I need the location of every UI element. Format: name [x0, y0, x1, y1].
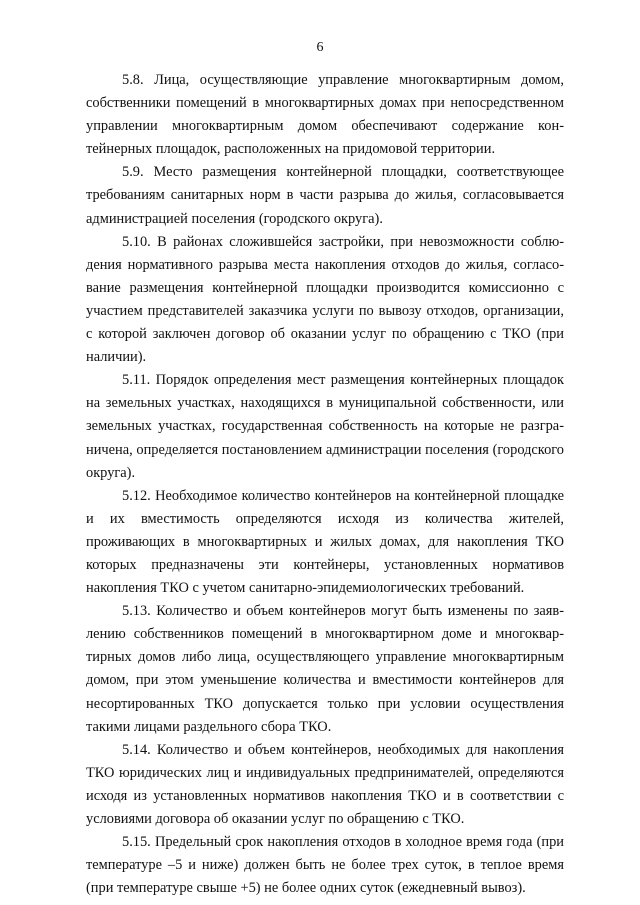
paragraph-5-10: 5.10. В районах сложившейся застройки, при невозможности соблюдения нормативного разрыва места накопления отходов до жилья, согласование размещения контейнерной площадки производится комиссионно с участием представителей заказчика услуги по вывозу отходов, организации, с которой заключен договор об оказании услуг по обращению с ТКО (при наличии). [86, 233, 564, 366]
paragraph-5-14: 5.14. Количество и объем контейнеров, необходимых для накопления ТКО юридических лиц и индивидуальных предпринимателей, определяются исходя из установленных нормативов накопления ТКО и в соответствии с условиями договора об оказании услуг по обращению с ТКО. [86, 741, 564, 827]
page-number: 6 [316, 40, 324, 55]
paragraph-5-13: 5.13. Количество и объем контейнеров могут быть изменены по заявлению собственников помещений в многоквартирном доме и многоквартирных домов либо лица, осуществляющего управление многоквартирным домом, при этом уменьшение количества и вместимости контейнеров для несортированных ТКО допускается только при условии осуществления такими лицами раздельного сбора ТКО. [86, 603, 564, 735]
paragraph-5-11: 5.11. Порядок определения мест размещения контейнерных площадок на земельных участках, находящихся в муниципальной собственности, или земельных участках, государственная собственность на которые не разграничена, определяется постановлением администрации поселения (городского округа). [86, 372, 564, 481]
paragraph-5-8: 5.8. Лица, осуществляющие управление многоквартирным домом, собственники помещений в многоквартирных домах при непосредственном управлении многоквартирным домом обеспечивают содержание контейнерных площадок, расположенных на придомовой территории. [86, 72, 564, 158]
paragraph-5-9: 5.9. Место размещения контейнерной площадки, соответствующее требованиям санитарных норм в части разрыва до жилья, согласовывается администрацией поселения (городского округа). [86, 164, 564, 227]
document-body [86, 69, 564, 900]
paragraph-5-15: 5.15. Предельный срок накопления отходов в холодное время года (при температуре –5 и ниже) должен быть не более трех суток, в теплое время (при температуре свыше +5) не более одних суток (ежедневный вывоз). [86, 834, 564, 897]
paragraph-5-12: 5.12. Необходимое количество контейнеров на контейнерной площадке и их вместимость определяются исходя из количества жителей, проживающих в многоквартирных и жилых домах, для накопления ТКО которых предназначены эти контейнеры, установленных нормативов накопления ТКО с учетом санитарно-эпидемиологических требований. [86, 487, 564, 597]
